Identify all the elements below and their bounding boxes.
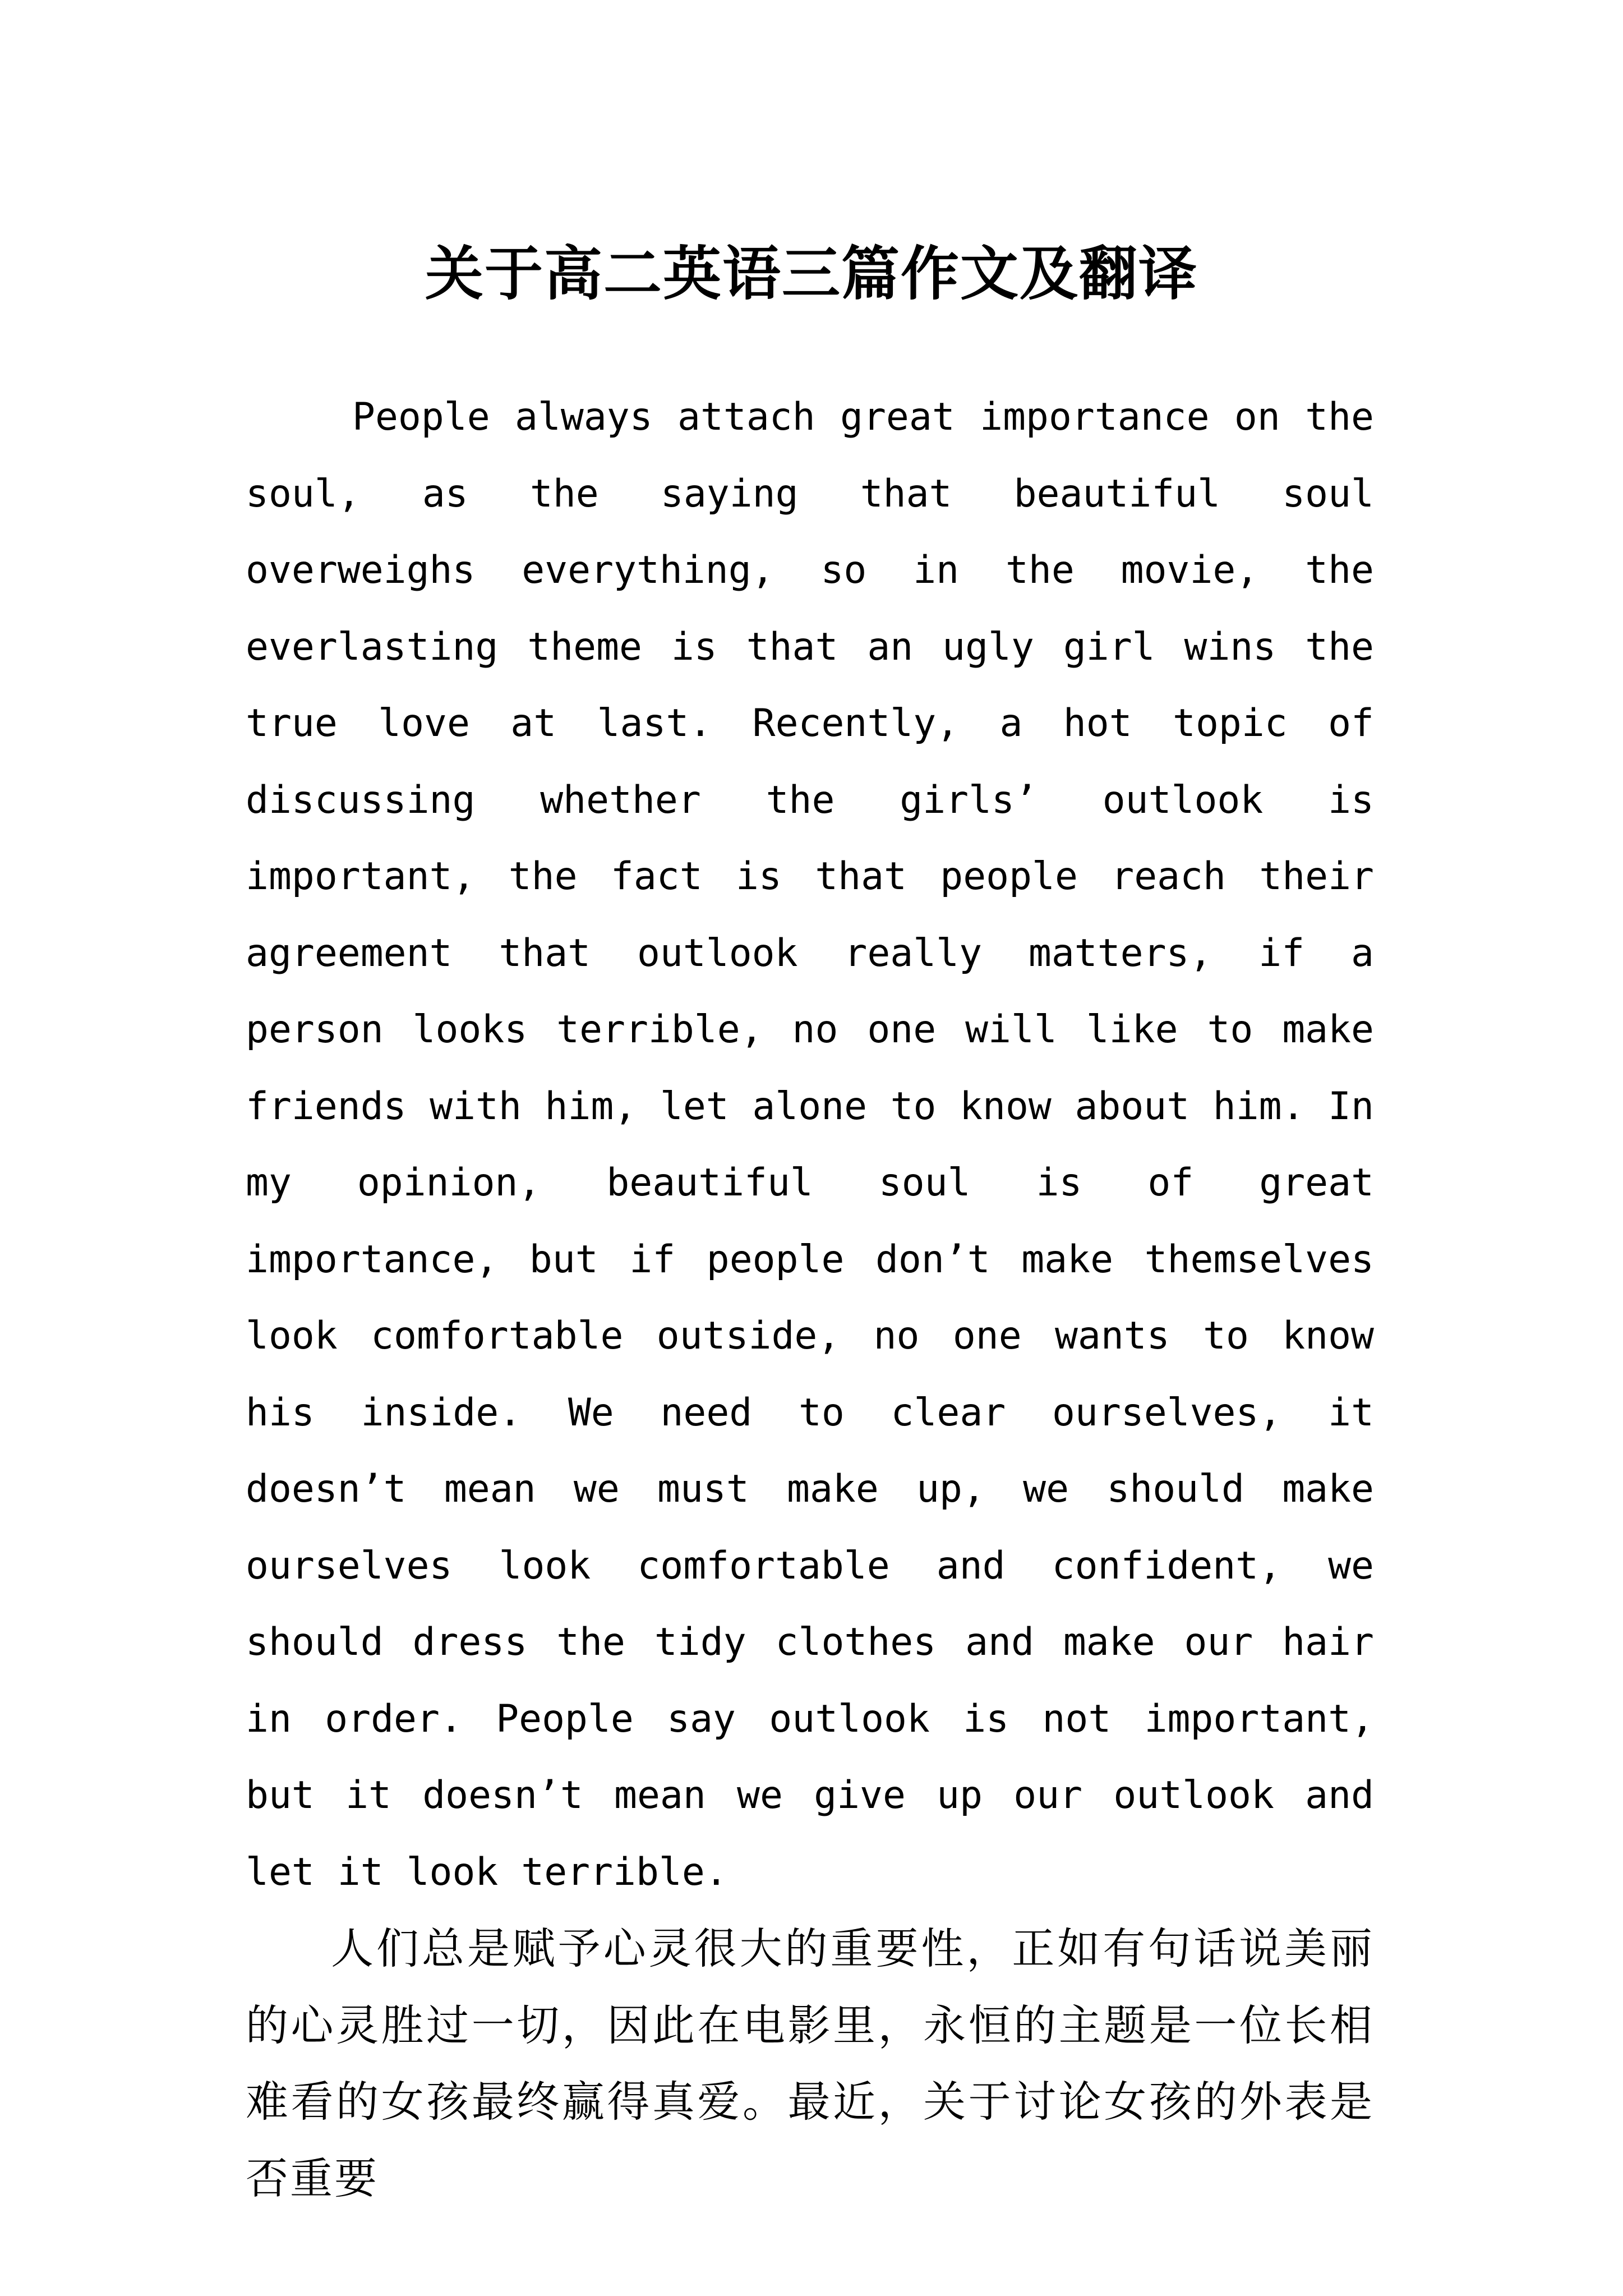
chinese-translation-paragraph: 人们总是赋予心灵很大的重要性，正如有句话说美丽的心灵胜过一切，因此在电影里，永恒的主题是一位长相难看的女孩最终赢得真爱。最近，关于讨论女孩的外表是否重要 (246, 1924, 1374, 2203)
document-body (246, 379, 1374, 2217)
document-title: 关于高二英语三篇作文及翻译 (425, 238, 1198, 308)
english-essay-paragraph: People always attach great importance on the soul, as the saying that beautiful soul overweighs everything, so in the movie, the everlasting theme is that an ugly girl wins the true love at last. Recently, a hot topic of discussing whether the girls’ outlook is important, the fact is that people reach their agreement that outlook really matters, if a person looks terrible, no one will like to make friends with him, let alone to know about him. In my opinion, beautiful soul is of great importance, but if people don’t make themselves look comfortable outside, no one wants to know his inside. We need to clear ourselves, it doesn’t mean we must make up, we should make ourselves look comfortable and confident, we should dress the tidy clothes and make our hair in order. People say outlook is not important, but it doesn’t mean we give up our outlook and let it look terrible. (246, 395, 1374, 1894)
